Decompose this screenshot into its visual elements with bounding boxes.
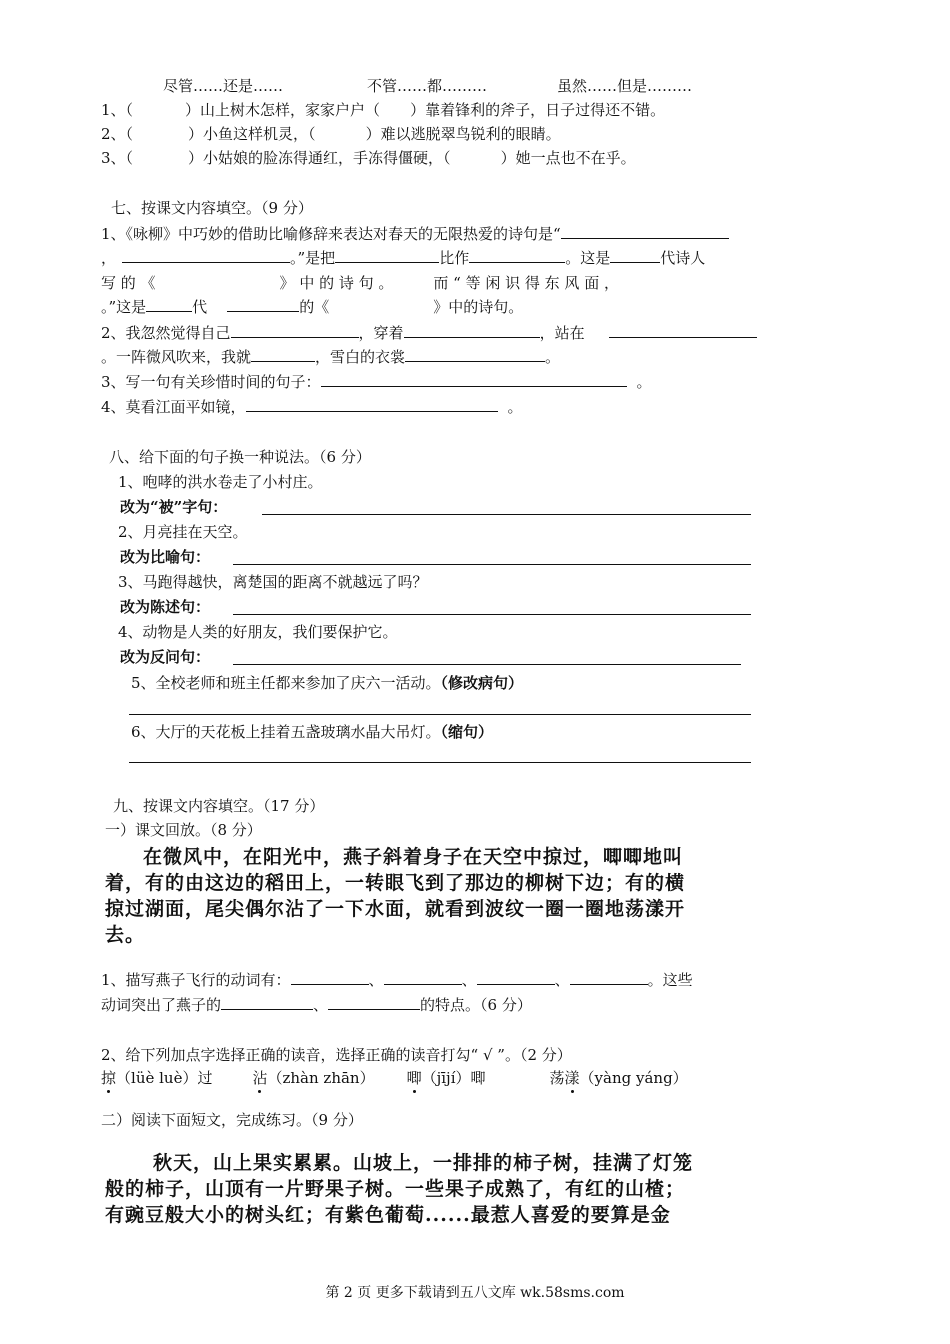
blank[interactable] (321, 372, 627, 387)
s8-a1-label: 改为“被”字句： (120, 498, 228, 516)
s9-pinyin-row: 掠（lüè luè）过 沾（zhàn zhān） 唧（jījí）唧 荡漾（yàng yáng） (101, 1069, 688, 1087)
s7-line-1: 1、《咏柳》中巧妙的借助比喻修辞来表达对春天的无限热爱的诗句是“ (101, 224, 729, 244)
s8-q6: 6、大厅的天花板上挂着五盏玻璃水晶大吊灯。（缩句） (131, 723, 494, 741)
s8-q3: 3、马跑得越快，离楚国的距离不就越远了吗？ (118, 573, 428, 591)
s9-passage-line-3: 掠过湖面，尾尖偶尔沾了一下水面，就看到波纹一圈一圈地荡漾开 (105, 898, 686, 920)
s8-a3-label: 改为陈述句： (120, 598, 211, 616)
blank[interactable] (221, 995, 313, 1010)
blank[interactable] (291, 970, 369, 985)
s7-line-4: 。”这是 代 的《 》中的诗句。 (101, 298, 524, 316)
s6-question-1: 1、（ ）山上树木怎样，家家户户（ ）靠着锋利的斧子，日子过得还不错。 (101, 101, 666, 119)
blank[interactable] (122, 248, 290, 263)
s9-sub1: 一）课文回放。（8 分） (105, 821, 262, 839)
answer-line-6[interactable] (129, 762, 751, 763)
s6-question-2: 2、（ ）小鱼这样机灵，（ ）难以逃脱翠鸟锐利的眼睛。 (101, 125, 561, 143)
page-footer: 第 2 页 更多下载请到五八文库 wk.58sms.com (325, 1285, 625, 1301)
blank[interactable] (227, 297, 299, 312)
s7-line-6: 。一阵微风吹来，我就 ，雪白的衣裳 。 (101, 348, 561, 366)
blank[interactable] (251, 347, 315, 362)
s7-line-3: 写 的 《 》 中 的 诗 句 。 而 “ 等 闲 识 得 东 风 面 ， (101, 274, 619, 292)
s9-passage2-line-1: 秋天，山上果实累累。山坡上，一排排的柿子树，挂满了灯笼 (153, 1152, 694, 1174)
blank[interactable] (610, 248, 660, 263)
blank[interactable] (561, 224, 729, 239)
pinyin-word-4[interactable]: 漾 (564, 1069, 580, 1087)
conj-option-3: 虽然……但是……… (557, 77, 693, 95)
pinyin-word-1[interactable]: 掠 (101, 1069, 117, 1087)
s6-question-3: 3、（ ）小姑娘的脸冻得通红，手冻得僵硬，（ ）她一点也不在乎。 (101, 149, 636, 167)
s7-line-2: ， 。”是把 比作 。这是 代诗人 (101, 249, 706, 267)
s8-a2-label: 改为比喻句： (120, 548, 211, 566)
conj-option-2: 不管……都……… (367, 77, 488, 95)
s9-q2: 2、给下列加点字选择正确的读音，选择正确的读音打勾“ √ ”。（2 分） (101, 1046, 572, 1064)
answer-line-3[interactable] (233, 614, 751, 615)
s8-q4: 4、动物是人类的好朋友，我们要保护它。 (118, 623, 398, 641)
s8-a4-label: 改为反问句： (120, 648, 211, 666)
blank[interactable] (469, 248, 565, 263)
s9-title: 九、按课文内容填空。（17 分） (113, 797, 325, 815)
blank[interactable] (570, 970, 648, 985)
s7-title: 七、按课文内容填空。（9 分） (111, 199, 313, 217)
s9-passage-line-1: 在微风中，在阳光中，燕子斜着身子在天空中掠过，唧唧地叫 (143, 846, 684, 868)
blank[interactable] (384, 970, 462, 985)
s8-q5: 5、全校老师和班主任都来参加了庆六一活动。（修改病句） (131, 674, 524, 692)
pinyin-word-2[interactable]: 沾 (252, 1069, 268, 1087)
blank[interactable] (335, 248, 439, 263)
answer-line-2[interactable] (233, 564, 751, 565)
s8-q2: 2、月亮挂在天空。 (118, 523, 248, 541)
s9-q1-line-2: 动词突出了燕子的 、 的特点。（6 分） (101, 996, 532, 1014)
answer-line-5[interactable] (129, 714, 751, 715)
blank[interactable] (609, 323, 757, 338)
s7-line-5: 2、我忽然觉得自己 ，穿着 ，站在 (101, 323, 757, 343)
pinyin-word-3[interactable]: 唧 (406, 1069, 422, 1087)
s9-q1-line-1: 1、描写燕子飞行的动词有： 、 、 、 。这些 (101, 971, 693, 989)
blank[interactable] (477, 970, 555, 985)
s7-line-8: 4、莫看江面平如镜， 。 (101, 398, 523, 416)
s8-title: 八、给下面的句子换一种说法。（6 分） (109, 448, 371, 466)
s9-passage2-line-2: 般的柿子，山顶有一片野果子树。一些果子成熟了，有红的山楂； (105, 1178, 686, 1200)
blank[interactable] (404, 323, 540, 338)
s8-q1: 1、咆哮的洪水卷走了小村庄。 (118, 473, 323, 491)
answer-line-4[interactable] (233, 664, 741, 665)
s7-line-7: 3、写一句有关珍惜时间的句子： 。 (101, 373, 652, 391)
blank[interactable] (328, 995, 420, 1010)
answer-line-1[interactable] (262, 514, 751, 515)
blank[interactable] (231, 323, 359, 338)
blank[interactable] (146, 297, 192, 312)
s9-passage-line-2: 着，有的由这边的稻田上，一转眼飞到了那边的柳树下边；有的横 (105, 872, 686, 894)
blank[interactable] (405, 347, 545, 362)
blank[interactable] (246, 397, 498, 412)
s9-sub2: 二）阅读下面短文，完成练习。（9 分） (101, 1111, 363, 1129)
s9-passage2-line-3: 有豌豆般大小的树头红；有紫色葡萄......最惹人喜爱的要算是金 (105, 1204, 671, 1226)
s9-passage-line-4: 去。 (105, 924, 146, 946)
conj-option-1: 尽管……还是…… (163, 77, 284, 95)
